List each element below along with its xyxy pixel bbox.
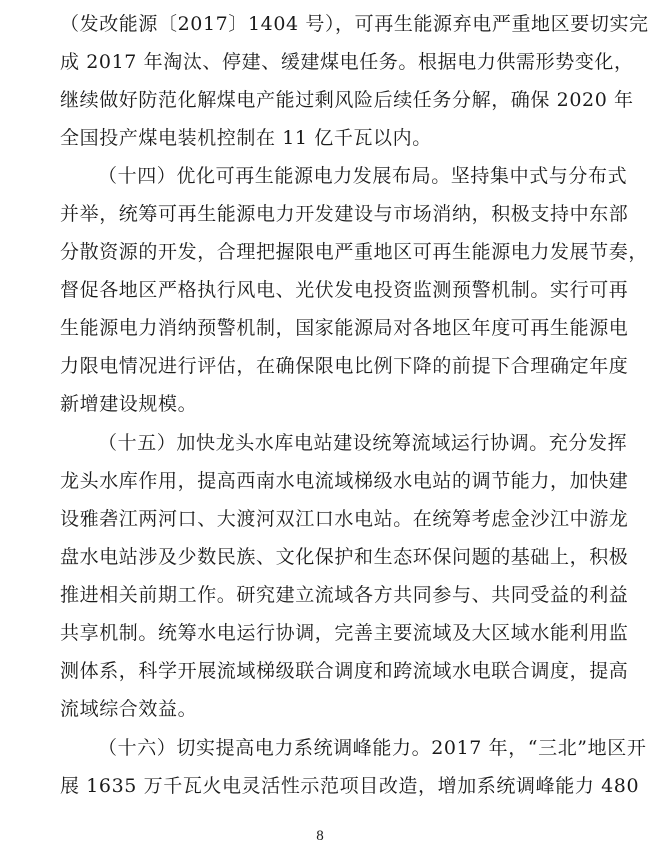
text-line: 推进相关前期工作。研究建立流域各方共同参与、共同受益的利益 <box>60 584 629 606</box>
text-line: 盘水电站涉及少数民族、文化保护和生态环保问题的基础上，积极 <box>60 546 629 568</box>
text-line: 成 2017 年淘汰、停建、缓建煤电任务。根据电力供需形势变化， <box>60 51 634 73</box>
section-heading-line: （十六）切实提高电力系统调峰能力。2017 年，“三北”地区开 <box>98 737 647 759</box>
section-heading-line: （十四）优化可再生能源电力发展布局。坚持集中式与分布式 <box>98 165 628 187</box>
text-line: 继续做好防范化解煤电产能过剩风险后续任务分解，确保 2020 年 <box>60 89 634 111</box>
text-line: 全国投产煤电装机控制在 11 亿千瓦以内。 <box>60 127 432 149</box>
text-line: 测体系，科学开展流域梯级联合调度和跨流域水电联合调度，提高 <box>60 660 629 682</box>
text-line: （发改能源〔2017〕1404 号），可再生能源弃电严重地区要切实完 <box>60 13 649 35</box>
text-line: 督促各地区严格执行风电、光伏发电投资监测预警机制。实行可再 <box>60 279 629 301</box>
text-line: 设雅砻江两河口、大渡河双江口水电站。在统筹考虑金沙江中游龙 <box>60 508 629 530</box>
section-heading-line: （十五）加快龙头水库电站建设统筹流域运行协调。充分发挥 <box>98 432 628 454</box>
text-line: 龙头水库作用，提高西南水电流域梯级水电站的调节能力，加快建 <box>60 470 629 492</box>
text-line: 展 1635 万千瓦火电灵活性示范项目改造，增加系统调峰能力 480 <box>60 775 640 797</box>
text-line: 并举，统筹可再生能源电力开发建设与市场消纳，积极支持中东部 <box>60 203 629 225</box>
text-line: 共享机制。统筹水电运行协调，完善主要流域及大区域水能利用监 <box>60 622 629 644</box>
text-line: 生能源电力消纳预警机制，国家能源局对各地区年度可再生能源电 <box>60 317 629 339</box>
text-line: 力限电情况进行评估，在确保限电比例下降的前提下合理确定年度 <box>60 355 629 377</box>
text-line: 新增建设规模。 <box>60 393 198 415</box>
page-number: 8 <box>316 828 324 844</box>
text-line: 流域综合效益。 <box>60 698 198 720</box>
text-line: 分散资源的开发，合理把握限电严重地区可再生能源电力发展节奏， <box>60 241 649 263</box>
